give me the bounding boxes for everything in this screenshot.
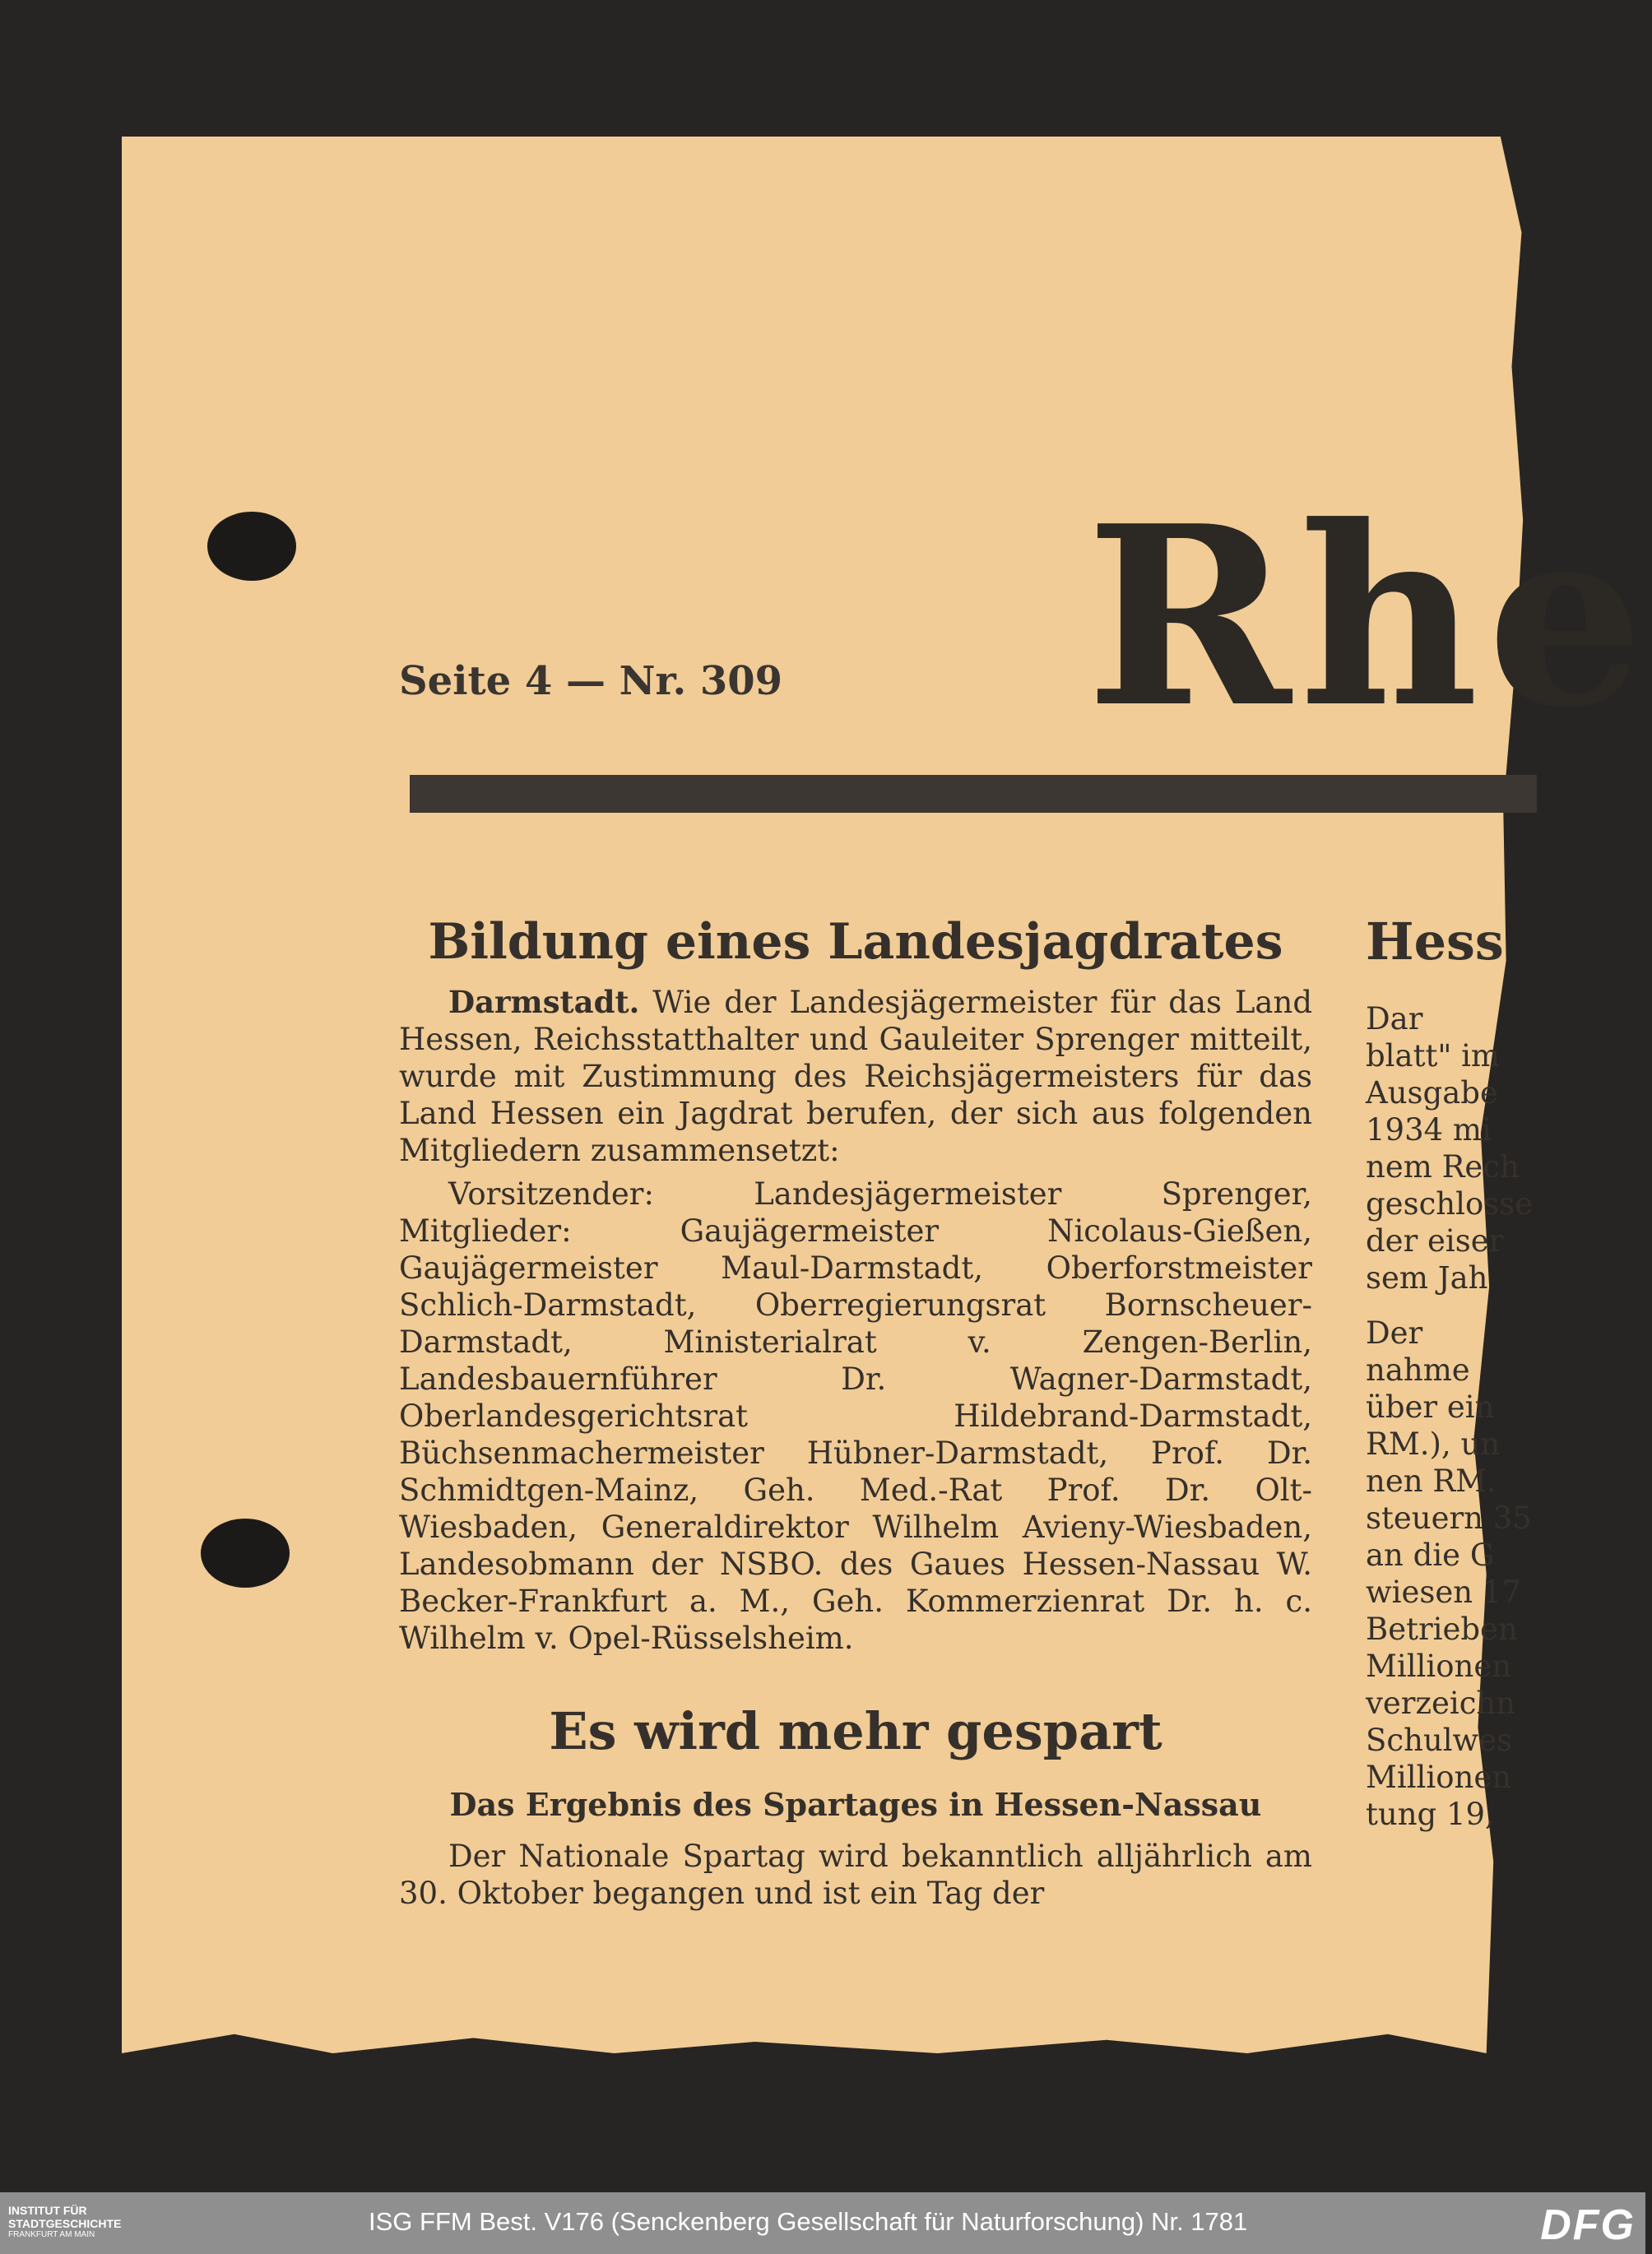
article-subheadline: Das Ergebnis des Spartages in Hessen-Nassau <box>449 1786 1262 1823</box>
archive-footer-bar <box>0 2192 1645 2254</box>
right-column-headline: Hess <box>1366 911 1504 972</box>
right-column-line: wiesen 17 <box>1366 1575 1521 1610</box>
right-column-line: 1934 mi <box>1366 1112 1492 1148</box>
right-column-line: Millionen <box>1366 1649 1512 1684</box>
right-column-line: nen RM. <box>1366 1463 1497 1499</box>
page-number-header: Seite 4 — Nr. 309 <box>399 658 783 704</box>
right-column-line: über ein <box>1366 1389 1495 1425</box>
right-column-line: Der <box>1366 1315 1423 1351</box>
article-paragraph <box>399 984 1312 1169</box>
article-headline-spart: Es wird mehr gespart <box>549 1701 1162 1761</box>
right-column-line: nem Rech <box>1366 1149 1520 1185</box>
right-column-line: RM.), un <box>1366 1426 1501 1462</box>
dfg-logo: DFG <box>1540 2201 1636 2249</box>
right-column-lines-2 <box>1366 1315 1538 1833</box>
right-column-line: verzeichn <box>1366 1686 1516 1721</box>
article-paragraph-spartag: Der Nationale Spartag wird bekanntlich alljährlich am 30. Oktober begangen und ist ein Tag der <box>399 1839 1312 1911</box>
right-column-fragment <box>1366 905 1538 1833</box>
right-column-line: sem Jah <box>1366 1260 1488 1296</box>
right-column-line: Schulwes <box>1366 1723 1513 1758</box>
right-column-line: Millionen <box>1366 1760 1512 1795</box>
right-column-lines-1 <box>1366 1000 1538 1296</box>
paragraph-text: Wie der Landesjägermeister für das Land Hessen, Reichsstatthalter und Gauleiter Sprenger mitteilt, wurde mit Zustimmung des Reichsjägermeisters für das Land Hessen ein Jagdrat berufen, der sich aus folgenden Mitgliedern zusammensetzt: <box>399 985 1313 1168</box>
dateline: Darmstadt. <box>448 984 640 1020</box>
right-column-line: blatt" im <box>1366 1038 1501 1074</box>
punch-hole-bottom <box>201 1519 290 1588</box>
right-column-line: tung 19, <box>1366 1797 1495 1832</box>
article-headline-landesjagdrat: Bildung eines Landesjagdrates <box>428 913 1283 971</box>
header-rule <box>410 775 1537 813</box>
right-column-line: steuern 35 <box>1366 1500 1532 1536</box>
archive-caption: ISG FFM Best. V176 (Senckenberg Gesellschaft für Naturforschung) Nr. 1781 <box>369 2207 1248 2236</box>
right-column-line: Ausgabe <box>1366 1075 1498 1111</box>
left-column <box>399 905 1312 1912</box>
right-column-line: Betrieben <box>1366 1612 1518 1647</box>
institute-logo: INSTITUT FÜR STADTGESCHICHTE FRANKFURT AM MAIN <box>8 2204 122 2239</box>
right-column-line: Dar <box>1366 1001 1423 1037</box>
member-list-paragraph: Vorsitzender: Landesjägermeister Sprenger, Mitglieder: Gaujägermeister Nicolaus-Gießen, Gaujägermeister Maul-Darmstadt, Oberforstmeister Schlich-Darmstadt, Oberregierungsrat Bornscheuer-Darmstadt, Ministerialrat v. Zengen-Berlin, Landesbauernführer Dr. Wagner-Darmstadt, Oberlandesgerichtsrat Hildebrand-Darmstadt, Büchsenmachermeister Hübner-Darmstadt, Prof. Dr. Schmidtgen-Mainz, Geh. Med.-Rat Prof. Dr. Olt-Wiesbaden, Generaldirektor Wilhelm Avieny-Wiesbaden, Landesobmann der NSBO. des Gaues Hessen-Nassau W. Becker-Frankfurt a. M., Geh. Kommerzienrat Dr. h. c. Wilhelm v. Opel-Rüsselsheim. <box>399 1176 1312 1656</box>
newspaper-masthead: Rhe <box>1086 471 1652 762</box>
right-column-line: nahme <box>1366 1352 1470 1388</box>
right-column-line: der eiser <box>1366 1223 1504 1259</box>
punch-hole-top <box>207 512 296 581</box>
right-column-line: an die G <box>1366 1537 1495 1573</box>
right-column-line: geschlosse <box>1366 1186 1534 1222</box>
